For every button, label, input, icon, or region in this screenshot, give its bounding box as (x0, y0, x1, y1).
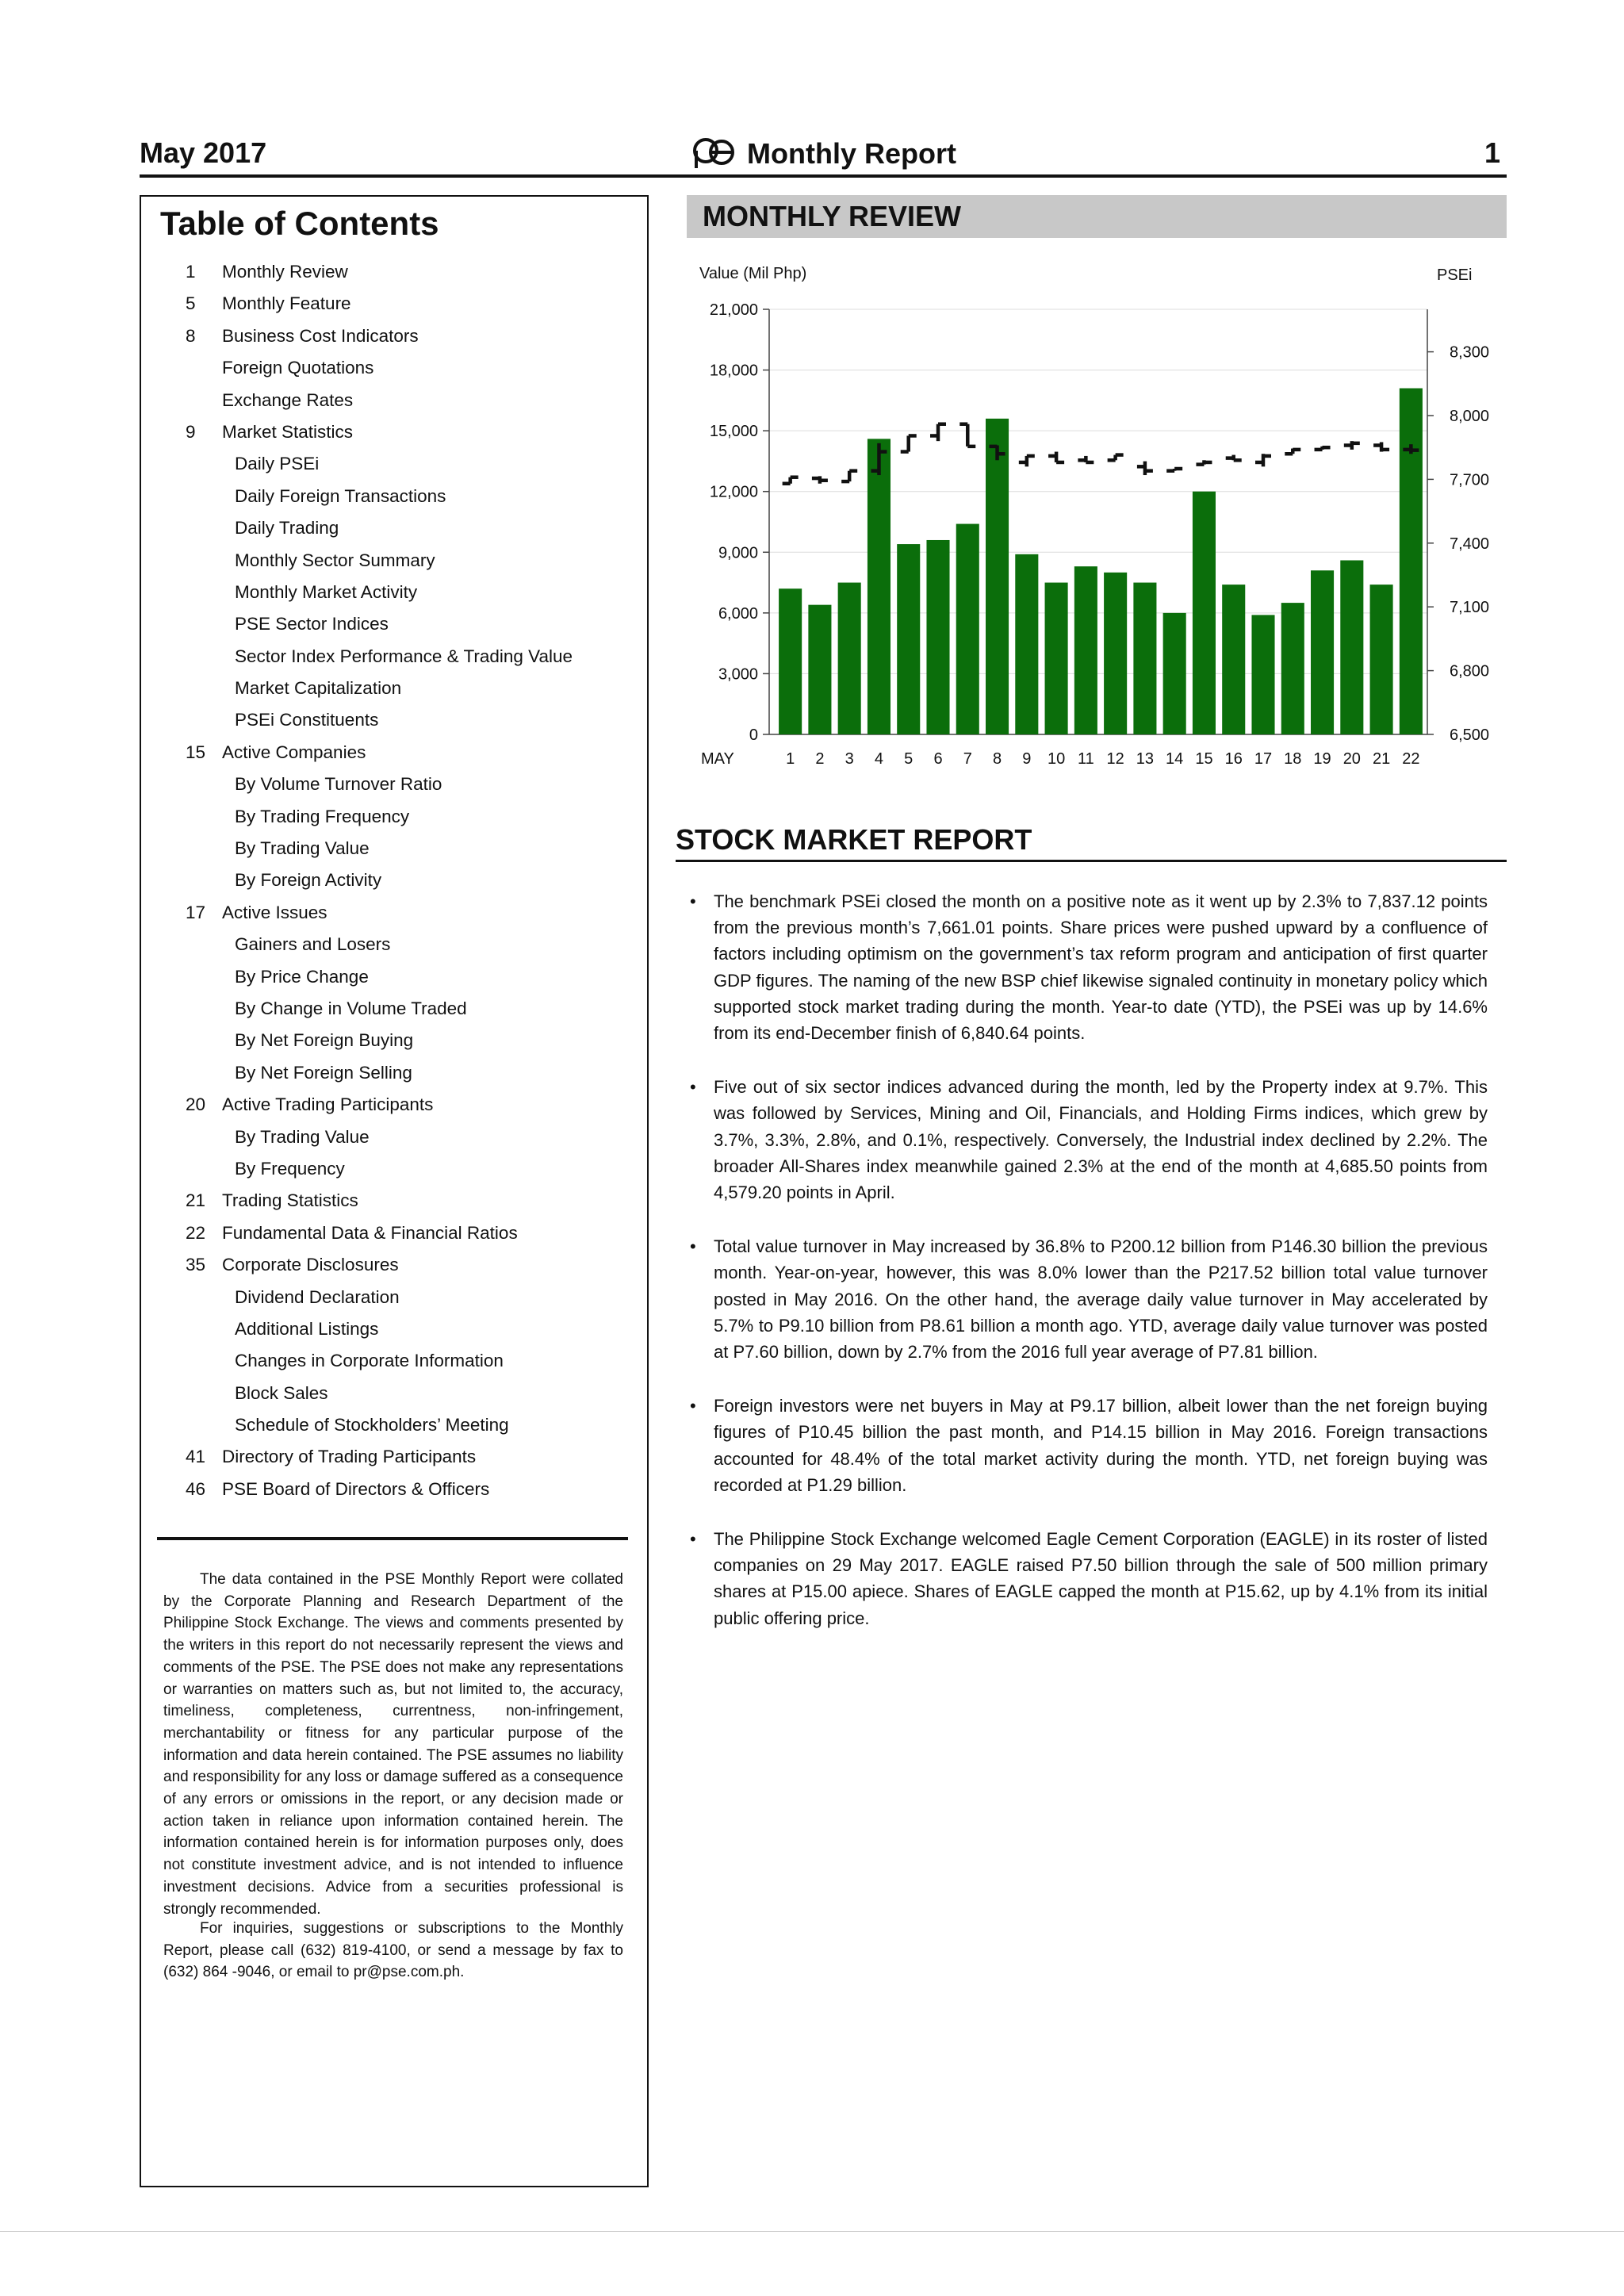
bullet-icon: • (690, 1077, 696, 1098)
toc-item[interactable] (186, 999, 630, 1030)
bar (1400, 389, 1423, 734)
toc-label: By Change in Volume Traded (235, 998, 467, 1018)
bar (868, 439, 891, 734)
bar (986, 419, 1009, 734)
toc-label: By Volume Turnover Ratio (235, 774, 442, 795)
stock-market-report-header (676, 822, 1507, 862)
toc-label: Gainers and Losers (235, 934, 391, 955)
toc-label: Active Trading Participants (222, 1094, 434, 1115)
y-tick-label: 3,000 (718, 665, 758, 684)
report-title: Monthly Report (747, 137, 956, 171)
toc-item[interactable] (186, 390, 630, 422)
toc-label: Monthly Feature (222, 293, 351, 314)
toc-page-number: 1 (186, 262, 196, 282)
x-tick-label: 13 (1136, 750, 1155, 768)
page-number: 1 (1484, 136, 1500, 169)
toc-label: By Trading Value (235, 1126, 370, 1147)
toc-label: Schedule of Stockholders’ Meeting (235, 1415, 509, 1435)
y-tick-label: 6,000 (718, 604, 758, 623)
toc-label: PSE Board of Directors & Officers (222, 1478, 490, 1499)
x-tick-label: 1 (786, 750, 795, 768)
toc-label: By Net Foreign Selling (235, 1062, 412, 1083)
toc-label: PSE Sector Indices (235, 614, 389, 634)
toc-item[interactable] (186, 646, 630, 678)
toc-item[interactable] (186, 486, 630, 518)
x-tick-label: 7 (963, 750, 972, 768)
toc-item[interactable] (186, 518, 630, 550)
bullet-icon: • (690, 891, 696, 911)
x-tick-label: 12 (1106, 750, 1124, 768)
toc-item[interactable] (186, 838, 630, 870)
toc-label: By Trading Value (235, 838, 370, 859)
bar (1193, 492, 1216, 734)
y2-tick-label: 8,300 (1450, 343, 1490, 362)
toc-item[interactable] (186, 1351, 630, 1382)
toc-page-number: 5 (186, 293, 196, 314)
bar (808, 605, 831, 734)
page-header (140, 133, 1507, 178)
y-tick-label: 15,000 (709, 423, 758, 441)
value-psei-chart (690, 254, 1499, 793)
toc-label: Market Statistics (222, 421, 354, 442)
x-tick-label: 21 (1372, 750, 1391, 768)
toc-list (186, 262, 630, 1511)
toc-label: Dividend Declaration (235, 1286, 400, 1307)
toc-page-number: 20 (186, 1094, 206, 1115)
toc-item[interactable] (186, 807, 630, 838)
y-tick-label: 12,000 (709, 483, 758, 501)
toc-label: By Net Foreign Buying (235, 1030, 414, 1051)
toc-page-number: 21 (186, 1190, 206, 1211)
x-tick-label: 11 (1077, 750, 1094, 768)
x-tick-label: 18 (1284, 750, 1302, 768)
report-bullet (690, 888, 1488, 1046)
x-tick-label: 17 (1254, 750, 1273, 768)
bar (838, 583, 861, 734)
x-tick-label: 10 (1047, 750, 1066, 768)
disclaimer-divider (157, 1537, 628, 1540)
toc-label: Daily Trading (235, 518, 339, 539)
bar (1311, 570, 1334, 734)
stock-market-report-title: STOCK MARKET REPORT (676, 823, 1032, 856)
toc-page-number: 35 (186, 1255, 206, 1275)
toc-page-number: 41 (186, 1447, 206, 1467)
x-tick-label: 8 (992, 750, 1002, 768)
report-bullet (690, 1074, 1488, 1205)
y2-tick-label: 6,800 (1450, 662, 1490, 680)
toc-item[interactable] (186, 742, 630, 774)
toc-label: By Price Change (235, 966, 369, 987)
bullet-icon: • (690, 1236, 696, 1257)
toc-label: Block Sales (235, 1382, 328, 1403)
toc-label: Directory of Trading Participants (222, 1447, 477, 1467)
bar (1251, 615, 1274, 734)
toc-item[interactable] (186, 326, 630, 358)
toc-label: Trading Statistics (222, 1190, 358, 1211)
toc-item[interactable] (186, 710, 630, 742)
x-tick-label: 6 (933, 750, 943, 768)
bullet-text: Total value turnover in May increased by 36.8% to P200.12 billion from P146.30 billion the previous month. Year-on-year, however, this was 8.0% lower than the P217.52 billion total value turnover posted in May 2016. On the other hand, the average daily value turnover in May accelerated by 5.7% to P9.10 billion from P8.61 billion a month ago. YTD, average daily value turnover was posted at P7.60 billion, down by 2.7% from the 2016 full year average of P7.81 billion. (714, 1236, 1488, 1363)
bar (1281, 603, 1304, 734)
bar (897, 544, 920, 734)
x-tick-label: 22 (1402, 750, 1420, 768)
x-tick-label: 15 (1195, 750, 1213, 768)
x-tick-label: 14 (1166, 750, 1184, 768)
y-tick-label: 9,000 (718, 544, 758, 562)
toc-item[interactable] (186, 614, 630, 646)
toc-label: By Frequency (235, 1158, 345, 1179)
toc-label: Monthly Market Activity (235, 581, 418, 602)
toc-item[interactable] (186, 1479, 630, 1511)
toc-item[interactable] (186, 1159, 630, 1190)
y-axis-title: Value (Mil Php) (699, 265, 807, 282)
toc-item[interactable] (186, 774, 630, 806)
bar (1015, 554, 1038, 734)
bar (1163, 613, 1186, 734)
toc-label: Monthly Sector Summary (235, 550, 435, 570)
y-tick-label: 18,000 (709, 362, 758, 380)
toc-item[interactable] (186, 1319, 630, 1351)
bar (1074, 566, 1097, 734)
x-tick-label: 5 (904, 750, 914, 768)
toc-item[interactable] (186, 1415, 630, 1447)
bar (926, 540, 949, 734)
toc-item[interactable] (186, 1190, 630, 1222)
toc-item[interactable] (186, 903, 630, 934)
toc-item[interactable] (186, 934, 630, 966)
monthly-review-banner (687, 195, 1507, 238)
y-tick-label: 0 (749, 726, 758, 744)
toc-label: Changes in Corporate Information (235, 1351, 504, 1371)
toc-label: By Trading Frequency (235, 806, 410, 826)
toc-item[interactable] (186, 582, 630, 614)
disclaimer-text: The data contained in the PSE Monthly Report were collated by the Corporate Planning and Research Department of the Philippine Stock Exchange. The views and comments presented by the writers in this report do not necessarily represent the views and comments of the PSE. The PSE does not make any representations or warranties on matters such as, but not limited to, the accuracy, timeliness, completeness, currentness, non-infringement, merchantability or fitness for any particular purpose of the information and data herein contained. The PSE assumes no liability and responsibility for any loss or damage suffered as a consequence of any errors or omissions in the report, or any decision made or action taken in reliance upon information contained herein. The information contained herein is for information purposes only, does not constitute investment advice, and is not intended to influence investment decisions. Advice from a securities professional is strongly recommended. (163, 1571, 623, 1918)
x-axis-title: MAY (701, 750, 734, 768)
report-bullet (690, 1526, 1488, 1631)
bar (779, 588, 802, 734)
toc-label: Sector Index Performance & Trading Value (235, 646, 573, 666)
x-tick-label: 3 (845, 750, 854, 768)
toc-item[interactable] (186, 1127, 630, 1159)
toc-item[interactable] (186, 1223, 630, 1255)
toc-label: By Foreign Activity (235, 870, 382, 891)
inquiries-text: For inquiries, suggestions or subscriptions to the Monthly Report, please call (632) 819-4100, or send a message by fax to (632) 864 -9046, or email to pr@pse.com.ph. (163, 1920, 623, 1981)
x-tick-label: 19 (1313, 750, 1331, 768)
bullet-text: Foreign investors were net buyers in May at P9.17 billion, albeit lower than the net foreign buying figures of P10.45 billion the past month, and P14.15 billion in May 2016. Foreign transactions accounted for 48.4% of the total market activity during the month. YTD, net foreign buying was recorded at P1.29 billion. (714, 1396, 1488, 1495)
toc-page-number: 46 (186, 1478, 206, 1499)
toc-page-number: 22 (186, 1222, 206, 1243)
toc-page-number: 15 (186, 742, 206, 762)
x-tick-label: 9 (1022, 750, 1032, 768)
bar (1133, 583, 1156, 734)
x-tick-label: 16 (1224, 750, 1243, 768)
bar (1045, 583, 1068, 734)
y2-tick-label: 8,000 (1450, 408, 1490, 425)
toc-item[interactable] (186, 967, 630, 999)
bar (1222, 585, 1245, 734)
toc-label: Market Capitalization (235, 678, 402, 699)
toc-item[interactable] (186, 1447, 630, 1478)
toc-page-number: 8 (186, 325, 196, 346)
toc-label: Fundamental Data & Financial Ratios (222, 1222, 518, 1243)
toc-label: Corporate Disclosures (222, 1255, 399, 1275)
report-bullet (690, 1393, 1488, 1498)
x-tick-label: 20 (1342, 750, 1361, 768)
report-month: May 2017 (140, 136, 267, 169)
toc-item[interactable] (186, 358, 630, 389)
toc-item[interactable] (186, 1255, 630, 1286)
toc-label: Active Companies (222, 742, 366, 762)
bar (956, 524, 979, 734)
toc-item[interactable] (186, 422, 630, 454)
x-tick-label: 4 (874, 750, 884, 768)
y2-tick-label: 7,100 (1450, 599, 1490, 617)
toc-item[interactable] (186, 678, 630, 710)
toc-label: Daily Foreign Transactions (235, 485, 446, 506)
x-tick-label: 2 (815, 750, 825, 768)
toc-page-number: 17 (186, 902, 206, 922)
bullet-icon: • (690, 1396, 696, 1416)
toc-item[interactable] (186, 1030, 630, 1062)
bullet-icon: • (690, 1529, 696, 1550)
toc-item[interactable] (186, 293, 630, 325)
toc-item[interactable] (186, 550, 630, 582)
toc-label: Daily PSEi (235, 454, 320, 474)
report-bullets (690, 888, 1488, 1659)
bar (1370, 585, 1393, 734)
toc-panel (140, 195, 649, 2187)
toc-label: Business Cost Indicators (222, 325, 419, 346)
y2-tick-label: 7,400 (1450, 535, 1490, 553)
monthly-review-title: MONTHLY REVIEW (703, 200, 962, 232)
toc-label: Additional Listings (235, 1318, 379, 1339)
toc-item[interactable] (186, 1063, 630, 1094)
bar (1104, 573, 1127, 734)
toc-title: Table of Contents (160, 205, 439, 242)
toc-label: PSEi Constituents (235, 710, 379, 730)
y2-tick-label: 7,700 (1450, 471, 1490, 489)
toc-item[interactable] (186, 1094, 630, 1126)
toc-label: Foreign Quotations (222, 358, 374, 378)
toc-item[interactable] (186, 1287, 630, 1319)
pse-logo-icon (690, 135, 739, 177)
toc-label: Active Issues (222, 902, 327, 922)
footer-divider (0, 2231, 1624, 2232)
toc-page-number: 9 (186, 421, 196, 442)
toc-item[interactable] (186, 870, 630, 902)
y2-axis-title: PSEi (1437, 266, 1473, 284)
report-title-wrap (140, 135, 1507, 177)
y-tick-label: 21,000 (709, 301, 758, 319)
toc-label: Monthly Review (222, 262, 348, 282)
bar (1340, 560, 1363, 734)
bullet-text: The benchmark PSEi closed the month on a positive note as it went up by 2.3% to 7,837.12 points from the previous month’s 7,661.01 points. Share prices were pushed upward by a confluence of factors including optimism on the government’s tax reform program and anticipation of first quarter GDP figures. The naming of the new BSP chief likewise signaled continuity in monetary policy which supported stock market trading during the month. Year-to date (YTD), the PSEi was up by 14.6% from its end-December finish of 6,840.64 points. (714, 891, 1488, 1044)
y2-tick-label: 6,500 (1450, 726, 1490, 744)
toc-label: Exchange Rates (222, 389, 354, 410)
toc-item[interactable] (186, 454, 630, 485)
bullet-text: Five out of six sector indices advanced during the month, led by the Property index at 9.7%. This was followed by Services, Mining and Oil, Financials, and Holding Firms indices, which grew by 3.7%, 3.3%, 2.8%, and 0.1%, respectively. Conversely, the Industrial index declined by 2.2%. The broader All-Shares index meanwhile gained 2.3% at the end of the month at 4,685.50 points from 4,579.20 points in April. (714, 1077, 1488, 1203)
toc-item[interactable] (186, 1383, 630, 1415)
report-bullet (690, 1233, 1488, 1365)
bullet-text: The Philippine Stock Exchange welcomed Eagle Cement Corporation (EAGLE) in its roster of listed companies on 29 May 2017. EAGLE raised P7.50 billion through the sale of 500 million primary shares at P15.00 apiece. Shares of EAGLE capped the month at P15.62, up by 4.1% from its initial public offering price. (714, 1529, 1488, 1628)
toc-item[interactable] (186, 262, 630, 293)
